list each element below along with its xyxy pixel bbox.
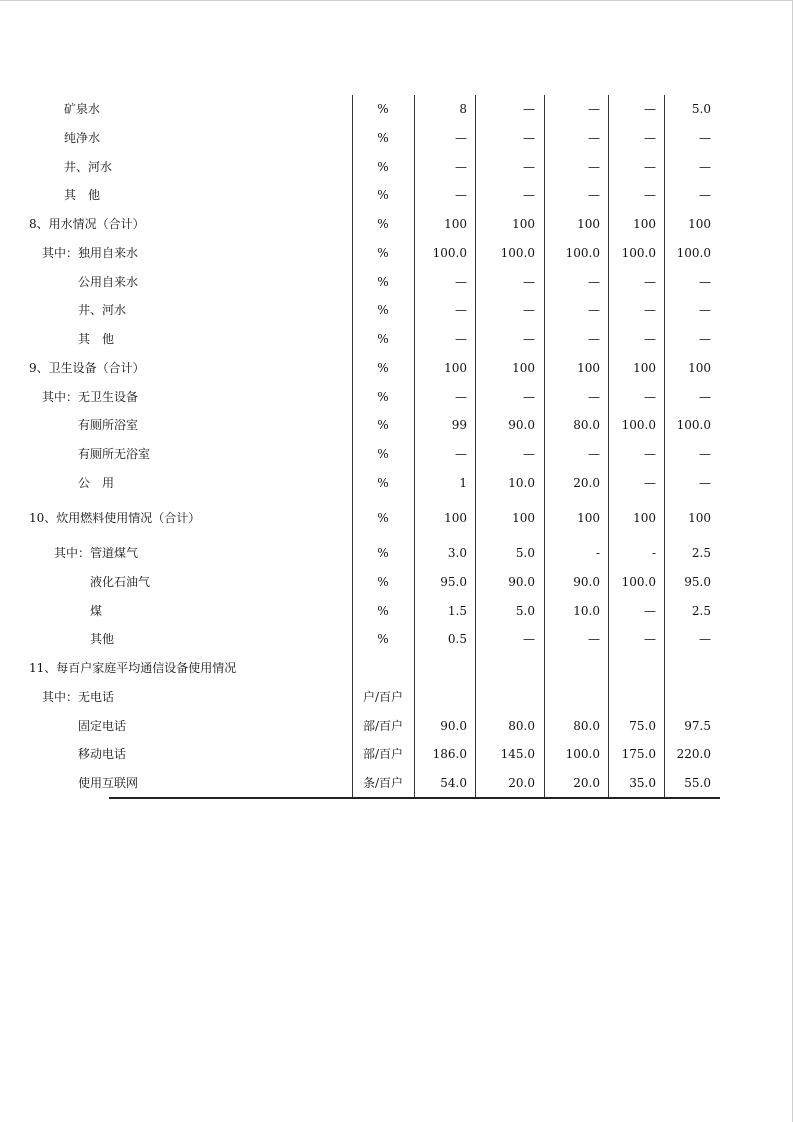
value-cell-col3: — <box>588 390 600 404</box>
value-cell-col1: 3.0 <box>447 546 467 560</box>
row-unit: 条/百户 <box>362 776 404 790</box>
value-cell-col4: 100 <box>633 511 656 525</box>
table-bottom-rule <box>109 797 720 799</box>
value-cell-col4: — <box>644 188 656 202</box>
value-cell-col4: — <box>644 131 656 145</box>
value-cell-col3: — <box>588 102 600 116</box>
value-cell-col3: 100.0 <box>565 246 600 260</box>
value-cell-col2: 5.0 <box>515 604 535 618</box>
value-cell-col3: — <box>588 275 600 289</box>
value-cell-col4: 100.0 <box>621 246 656 260</box>
row-label: 9、卫生设备（合计） <box>29 361 145 375</box>
table-row <box>0 442 793 466</box>
value-cell-col2: 100.0 <box>500 246 535 260</box>
value-cell-col5: — <box>699 476 711 490</box>
value-cell-col3: 100 <box>577 511 600 525</box>
row-unit: 部/百户 <box>362 747 404 761</box>
value-cell-col5 <box>666 656 711 680</box>
value-cell-col2: — <box>523 102 535 116</box>
value-cell-col4: 35.0 <box>629 776 656 790</box>
row-unit: 户/百户 <box>362 690 404 704</box>
table-row <box>0 356 793 380</box>
row-label: 其中：管道煤气 <box>54 546 139 560</box>
value-cell-col5: 100 <box>688 217 711 231</box>
value-cell-col2: 5.0 <box>515 546 535 560</box>
value-cell-col3: — <box>588 332 600 346</box>
row-unit: % <box>377 575 389 589</box>
table-row <box>0 742 793 766</box>
value-cell-col4: — <box>644 275 656 289</box>
value-cell-col4: 100 <box>633 217 656 231</box>
row-label: 其中：无卫生设备 <box>42 390 139 404</box>
value-cell-col2: — <box>523 131 535 145</box>
value-cell-col2: — <box>523 332 535 346</box>
value-cell-col3: 20.0 <box>573 776 600 790</box>
value-cell-col3: — <box>588 188 600 202</box>
value-cell-col3: — <box>588 160 600 174</box>
value-cell-col5: 2.5 <box>691 604 711 618</box>
table-row <box>0 327 793 351</box>
row-unit: % <box>377 102 389 116</box>
value-cell-col4: — <box>644 447 656 461</box>
value-cell-col5: 2.5 <box>691 546 711 560</box>
value-cell-col3: — <box>588 131 600 145</box>
value-cell-col1: 1 <box>459 476 467 490</box>
row-unit: % <box>377 246 389 260</box>
row-unit: % <box>377 275 389 289</box>
value-cell-col2: 100 <box>512 361 535 375</box>
value-cell-col1: — <box>455 303 467 317</box>
value-cell-col4: 100.0 <box>621 575 656 589</box>
value-cell-col1: 54.0 <box>440 776 467 790</box>
table-row <box>0 570 793 594</box>
table-row <box>0 241 793 265</box>
value-cell-col2 <box>476 656 535 680</box>
table-row <box>0 685 793 709</box>
value-cell-col4: 100 <box>633 361 656 375</box>
value-cell-col3: - <box>595 546 600 560</box>
value-cell-col2: 80.0 <box>508 719 535 733</box>
value-cell-col4: — <box>644 102 656 116</box>
value-cell-col1: — <box>455 390 467 404</box>
value-cell-col5: 100.0 <box>676 246 711 260</box>
row-label: 煤 <box>90 604 103 618</box>
value-cell-col4: - <box>651 546 656 560</box>
value-cell-col1: 8 <box>459 102 467 116</box>
value-cell-col2: 10.0 <box>508 476 535 490</box>
value-cell-col3: 20.0 <box>573 476 600 490</box>
row-unit: % <box>377 447 389 461</box>
value-cell-col1: 186.0 <box>432 747 467 761</box>
row-label: 井、河水 <box>78 303 127 317</box>
value-cell-col3: 100 <box>577 217 600 231</box>
row-label: 井、河水 <box>64 160 113 174</box>
value-cell-col4: — <box>644 632 656 646</box>
value-cell-col1: 100.0 <box>432 246 467 260</box>
value-cell-col2: 90.0 <box>508 418 535 432</box>
row-label: 11、每百户家庭平均通信设备使用情况 <box>29 661 237 675</box>
value-cell-col5 <box>666 685 711 709</box>
value-cell-col5: 95.0 <box>684 575 711 589</box>
value-cell-col1: 100 <box>444 217 467 231</box>
table-row <box>0 656 793 680</box>
value-cell-col5: — <box>699 632 711 646</box>
value-cell-col5: 100 <box>688 361 711 375</box>
value-cell-col4: — <box>644 160 656 174</box>
table-row <box>0 212 793 236</box>
value-cell-col3: 80.0 <box>573 719 600 733</box>
table-row <box>0 627 793 651</box>
row-unit: % <box>377 390 389 404</box>
row-label: 矿泉水 <box>64 102 101 116</box>
value-cell-col1: 90.0 <box>440 719 467 733</box>
row-unit <box>352 656 414 680</box>
row-label: 其他 <box>90 632 115 646</box>
value-cell-col2: — <box>523 160 535 174</box>
value-cell-col2: 145.0 <box>500 747 535 761</box>
value-cell-col4 <box>609 685 656 709</box>
row-unit: % <box>377 632 389 646</box>
value-cell-col3: — <box>588 632 600 646</box>
value-cell-col2: — <box>523 447 535 461</box>
value-cell-col2: 100 <box>512 217 535 231</box>
table-row <box>0 183 793 207</box>
value-cell-col1: — <box>455 160 467 174</box>
value-cell-col2: — <box>523 303 535 317</box>
row-label: 其中：无电话 <box>42 690 115 704</box>
value-cell-col1 <box>416 656 467 680</box>
value-cell-col5: — <box>699 332 711 346</box>
value-cell-col2: 90.0 <box>508 575 535 589</box>
row-unit: % <box>377 217 389 231</box>
value-cell-col2: — <box>523 188 535 202</box>
row-unit: % <box>377 160 389 174</box>
row-label: 固定电话 <box>78 719 127 733</box>
row-unit: % <box>377 476 389 490</box>
value-cell-col5: — <box>699 275 711 289</box>
row-unit: % <box>377 131 389 145</box>
row-label: 公 用 <box>78 476 115 490</box>
value-cell-col2: — <box>523 275 535 289</box>
value-cell-col4: 100.0 <box>621 418 656 432</box>
row-label: 其中：独用自来水 <box>42 246 139 260</box>
value-cell-col1: — <box>455 332 467 346</box>
row-label: 其 他 <box>64 188 101 202</box>
value-cell-col5: — <box>699 447 711 461</box>
table-row <box>0 599 793 623</box>
value-cell-col3: — <box>588 447 600 461</box>
value-cell-col4: — <box>644 303 656 317</box>
value-cell-col3: 90.0 <box>573 575 600 589</box>
row-unit: % <box>377 604 389 618</box>
value-cell-col3 <box>546 685 600 709</box>
value-cell-col3: 100 <box>577 361 600 375</box>
value-cell-col1: 100 <box>444 361 467 375</box>
table-row <box>0 385 793 409</box>
table-row <box>0 97 793 121</box>
value-cell-col5: 220.0 <box>676 747 711 761</box>
value-cell-col4: 75.0 <box>629 719 656 733</box>
value-cell-col5: 100.0 <box>676 418 711 432</box>
value-cell-col5: — <box>699 303 711 317</box>
value-cell-col2: 100 <box>512 511 535 525</box>
value-cell-col3: 100.0 <box>565 747 600 761</box>
row-label: 移动电话 <box>78 747 127 761</box>
table-row <box>0 541 793 565</box>
value-cell-col1: — <box>455 131 467 145</box>
row-label: 其 他 <box>78 332 115 346</box>
table-row <box>0 714 793 738</box>
value-cell-col5: 97.5 <box>684 719 711 733</box>
row-unit: % <box>377 511 389 525</box>
row-unit: % <box>377 188 389 202</box>
value-cell-col1 <box>416 685 467 709</box>
row-unit: % <box>377 361 389 375</box>
row-label: 纯净水 <box>64 131 101 145</box>
value-cell-col4: — <box>644 390 656 404</box>
row-unit: % <box>377 546 389 560</box>
row-unit: 部/百户 <box>362 719 404 733</box>
row-label: 使用互联网 <box>78 776 139 790</box>
row-label: 有厕所浴室 <box>78 418 139 432</box>
value-cell-col4: — <box>644 332 656 346</box>
value-cell-col4: 175.0 <box>621 747 656 761</box>
row-unit: % <box>377 332 389 346</box>
value-cell-col2: 20.0 <box>508 776 535 790</box>
row-unit: % <box>377 303 389 317</box>
table-row <box>0 126 793 150</box>
value-cell-col3 <box>546 656 600 680</box>
value-cell-col5: 55.0 <box>684 776 711 790</box>
row-label: 液化石油气 <box>90 575 151 589</box>
value-cell-col1: — <box>455 447 467 461</box>
value-cell-col4 <box>609 656 656 680</box>
value-cell-col1: — <box>455 275 467 289</box>
value-cell-col1: 0.5 <box>447 632 467 646</box>
row-unit: % <box>377 418 389 432</box>
value-cell-col1: 1.5 <box>447 604 467 618</box>
table-row <box>0 506 793 530</box>
table-row <box>0 270 793 294</box>
value-cell-col3: 80.0 <box>573 418 600 432</box>
value-cell-col3: — <box>588 303 600 317</box>
value-cell-col5: — <box>699 160 711 174</box>
value-cell-col5: — <box>699 131 711 145</box>
table-row <box>0 771 793 795</box>
value-cell-col5: — <box>699 390 711 404</box>
value-cell-col1: 100 <box>444 511 467 525</box>
value-cell-col3: 10.0 <box>573 604 600 618</box>
value-cell-col1: 99 <box>451 418 467 432</box>
value-cell-col2 <box>476 685 535 709</box>
row-label: 公用自来水 <box>78 275 139 289</box>
value-cell-col5: 100 <box>688 511 711 525</box>
table-row <box>0 298 793 322</box>
row-label: 8、用水情况（合计） <box>29 217 145 231</box>
table-row <box>0 471 793 495</box>
value-cell-col4: — <box>644 604 656 618</box>
value-cell-col1: 95.0 <box>440 575 467 589</box>
value-cell-col1: — <box>455 188 467 202</box>
table-row <box>0 413 793 437</box>
value-cell-col5: — <box>699 188 711 202</box>
row-label: 有厕所无浴室 <box>78 447 151 461</box>
value-cell-col5: 5.0 <box>691 102 711 116</box>
value-cell-col4: — <box>644 476 656 490</box>
value-cell-col2: — <box>523 632 535 646</box>
value-cell-col2: — <box>523 390 535 404</box>
table-row <box>0 155 793 179</box>
row-label: 10、炊用燃料使用情况（合计） <box>29 511 201 525</box>
